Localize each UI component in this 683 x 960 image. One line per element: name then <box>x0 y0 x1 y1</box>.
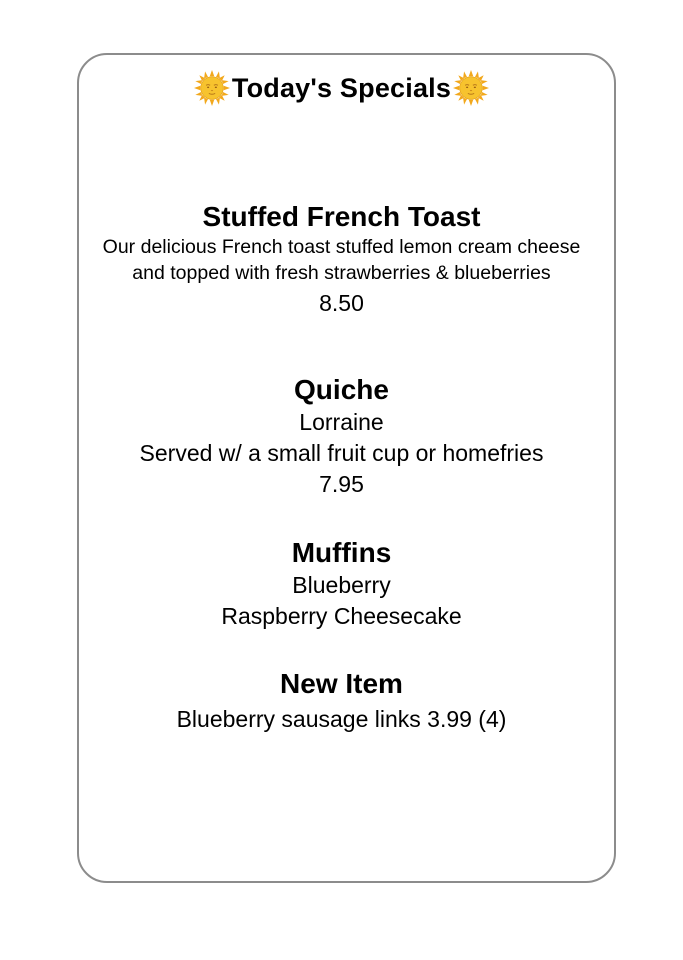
item-name: Quiche <box>294 374 389 405</box>
item-price: 7.95 <box>319 471 364 497</box>
sun-face-icon <box>453 70 489 106</box>
muffin-flavor: Blueberry <box>292 572 391 598</box>
item-new <box>0 667 683 735</box>
item-stuffed-french-toast <box>0 200 683 319</box>
item-name: New Item <box>280 668 403 699</box>
item-name: Muffins <box>291 537 392 568</box>
header <box>0 70 683 106</box>
item-quiche <box>0 373 683 500</box>
item-description: Our delicious French toast stuffed lemon cream cheese and topped with fresh strawberries & blueberries <box>102 236 581 284</box>
page-title: Today's Specials <box>231 72 452 103</box>
item-price: 8.50 <box>319 290 364 316</box>
sun-face-icon <box>194 70 230 106</box>
item-name: Stuffed French Toast <box>202 201 481 232</box>
item-muffins <box>0 536 683 632</box>
item-variety: Lorraine <box>299 409 384 435</box>
muffin-flavor: Raspberry Cheesecake <box>221 603 462 629</box>
item-description: Blueberry sausage links 3.99 (4) <box>176 706 507 732</box>
item-served-with: Served w/ a small fruit cup or homefries <box>139 440 544 466</box>
